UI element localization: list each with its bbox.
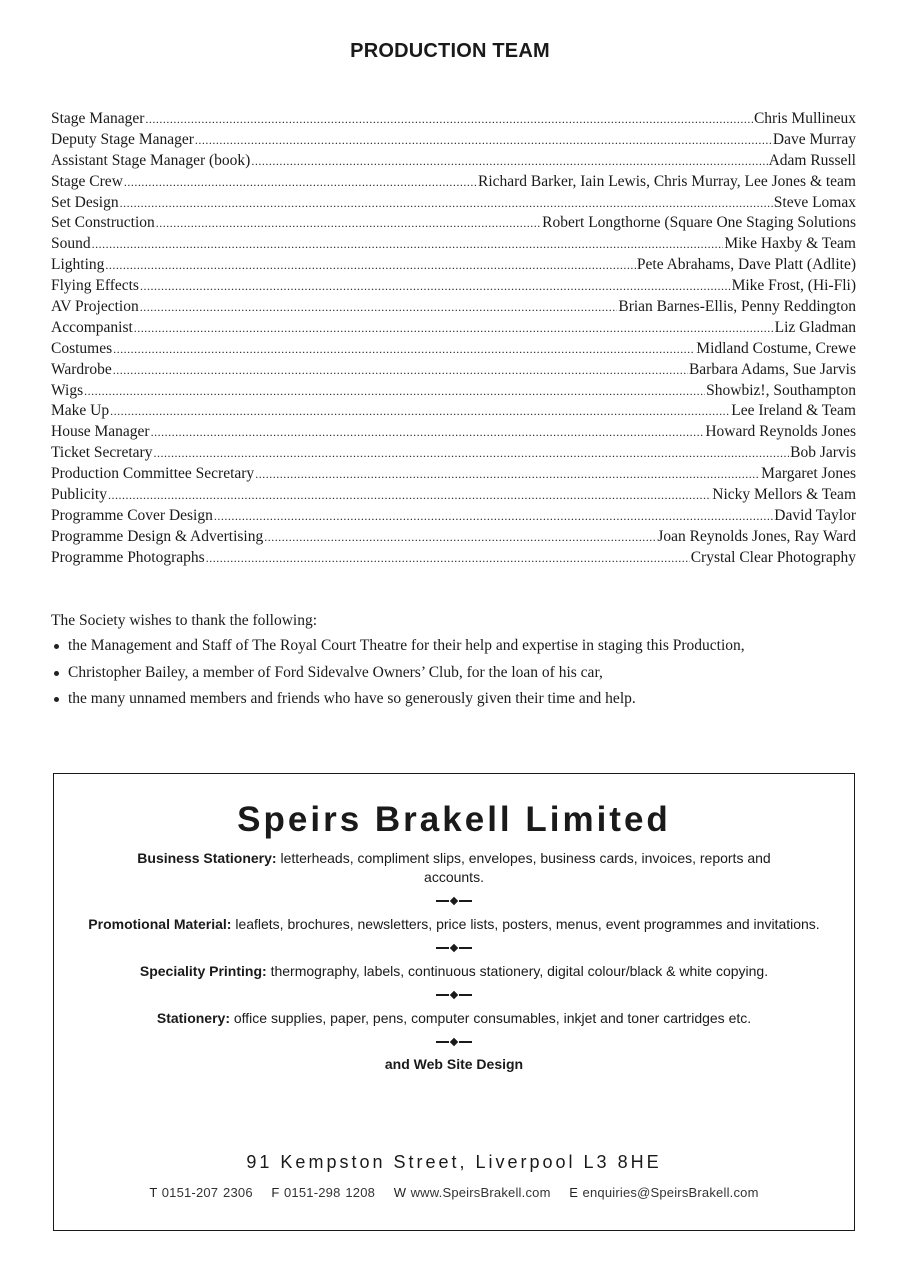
credit-name: Howard Reynolds Jones — [705, 423, 856, 441]
dot-leader — [134, 318, 774, 339]
credit-row — [51, 401, 856, 422]
service-promotional-material: Promotional Material: leaflets, brochures, newsletters, price lists, posters, menus, event programmes and invitations. — [88, 916, 820, 932]
credit-name: Crystal Clear Photography — [690, 548, 856, 566]
credit-name: Lee Ireland & Team — [731, 402, 856, 420]
thanks-item: the many unnamed members and friends who have so generously given their time and help. — [51, 686, 871, 713]
divider-ornament — [54, 1032, 854, 1052]
company-address: 91 Kempston Street, Liverpool L3 8HE — [246, 1152, 662, 1172]
credit-row — [51, 422, 856, 443]
credit-row — [51, 255, 856, 276]
contact-line — [54, 1185, 854, 1200]
credit-role: House Manager — [51, 423, 150, 441]
website-link[interactable]: www.SpeirsBrakell.com — [410, 1185, 551, 1200]
credit-role: Stage Crew — [51, 172, 123, 190]
web-label: W — [393, 1185, 406, 1200]
dot-leader — [264, 527, 656, 548]
credit-role: Set Construction — [51, 214, 155, 232]
bullet-icon — [54, 697, 59, 702]
credit-row — [51, 485, 856, 506]
fax-number: 0151-298 1208 — [283, 1185, 376, 1200]
credit-row — [51, 276, 856, 297]
divider-ornament — [54, 985, 854, 1005]
credit-name: Liz Gladman — [774, 318, 856, 336]
credit-row — [51, 318, 856, 339]
email-label: E — [569, 1185, 578, 1200]
credit-row — [51, 381, 856, 402]
divider-ornament — [54, 891, 854, 911]
dot-leader — [113, 339, 695, 360]
dot-leader — [145, 109, 753, 130]
credit-name: Pete Abrahams, Dave Platt (Adlite) — [636, 256, 856, 274]
page-title: PRODUCTION TEAM — [350, 40, 550, 62]
credit-name: Showbiz!, Southampton — [706, 381, 856, 399]
credit-name: Mike Frost, (Hi-Fli) — [731, 277, 856, 295]
credit-name: Nicky Mellors & Team — [712, 486, 856, 504]
phone-label: T — [149, 1185, 158, 1200]
credit-row — [51, 339, 856, 360]
credit-role: Flying Effects — [51, 277, 139, 295]
credit-role: Make Up — [51, 402, 110, 420]
service-stationery: Stationery: office supplies, paper, pens, computer consumables, inkjet and toner cartridges etc. — [156, 1010, 752, 1026]
credit-role: Ticket Secretary — [51, 444, 153, 462]
dot-leader — [153, 443, 789, 464]
credits-list — [51, 109, 856, 569]
dot-leader — [251, 151, 767, 172]
credit-name: David Taylor — [774, 506, 856, 524]
credit-name: Barbara Adams, Sue Jarvis — [688, 360, 856, 378]
credit-name: Brian Barnes-Ellis, Penny Reddington — [618, 298, 856, 316]
credit-role: Assistant Stage Manager (book) — [51, 151, 251, 169]
credit-row — [51, 172, 856, 193]
credit-name: Adam Russell — [768, 151, 856, 169]
credit-role: Programme Design & Advertising — [51, 527, 264, 545]
credit-role: AV Projection — [51, 298, 139, 316]
thanks-section — [51, 610, 871, 713]
dot-leader — [140, 297, 618, 318]
bullet-icon — [54, 644, 59, 649]
credit-row — [51, 297, 856, 318]
credit-role: Lighting — [51, 256, 105, 274]
fax-label: F — [271, 1185, 280, 1200]
thanks-item: the Management and Staff of The Royal Court Theatre for their help and expertise in staging this Production, — [51, 633, 871, 660]
credit-row — [51, 360, 856, 381]
credit-row — [51, 464, 856, 485]
credit-role: Sound — [51, 235, 91, 253]
thanks-item: Christopher Bailey, a member of Ford Sidevalve Owners’ Club, for the loan of his car, — [51, 660, 871, 687]
credit-name: Bob Jarvis — [790, 444, 856, 462]
credit-role: Accompanist — [51, 318, 133, 336]
credit-role: Wardrobe — [51, 360, 112, 378]
email-link[interactable]: enquiries@SpeirsBrakell.com — [582, 1185, 759, 1200]
diamond-icon — [450, 944, 458, 952]
credit-role: Stage Manager — [51, 110, 145, 127]
credit-name: Steve Lomax — [773, 193, 856, 211]
credit-row — [51, 130, 856, 151]
credit-row — [51, 443, 856, 464]
credit-row — [51, 506, 856, 527]
diamond-icon — [450, 991, 458, 999]
dot-leader — [156, 213, 541, 234]
advert-box — [53, 773, 855, 1231]
credit-row — [51, 213, 856, 234]
company-name: Speirs Brakell Limited — [237, 800, 671, 839]
credit-name: Dave Murray — [772, 130, 856, 148]
credit-row — [51, 548, 856, 569]
credit-name: Joan Reynolds Jones, Ray Ward — [657, 527, 856, 545]
dot-leader — [84, 381, 705, 402]
credit-row — [51, 234, 856, 255]
credit-name: Richard Barker, Iain Lewis, Chris Murray, Lee Jones & team — [477, 172, 856, 190]
credit-row — [51, 527, 856, 548]
credit-role: Wigs — [51, 381, 84, 399]
web-design-line: and Web Site Design — [384, 1056, 524, 1072]
service-business-stationery: Business Stationery: letterheads, compliment slips, envelopes, business cards, invoices, reports and accounts. — [137, 850, 771, 885]
dot-leader — [255, 464, 760, 485]
credit-name: Midland Costume, Crewe — [696, 339, 856, 357]
divider-ornament — [54, 938, 854, 958]
diamond-icon — [450, 897, 458, 905]
credit-name: Margaret Jones — [761, 465, 856, 483]
credit-role: Publicity — [51, 486, 107, 504]
credit-row — [51, 109, 856, 130]
service-speciality-printing: Speciality Printing: thermography, labels, continuous stationery, digital colour/black & white copying. — [139, 963, 769, 979]
credit-row — [51, 151, 856, 172]
dot-leader — [113, 360, 688, 381]
credit-role: Deputy Stage Manager — [51, 130, 194, 148]
credit-role: Programme Cover Design — [51, 506, 213, 524]
credit-role: Costumes — [51, 339, 113, 357]
dot-leader — [92, 234, 724, 255]
credit-role: Programme Photographs — [51, 548, 205, 566]
dot-leader — [120, 193, 773, 214]
credit-name: Mike Haxby & Team — [724, 235, 856, 253]
dot-leader — [206, 548, 690, 569]
dot-leader — [195, 130, 772, 151]
bullet-icon — [54, 671, 59, 676]
dot-leader — [140, 276, 731, 297]
phone-number: 0151-207 2306 — [161, 1185, 253, 1200]
credit-role: Production Committee Secretary — [51, 465, 255, 483]
dot-leader — [105, 255, 636, 276]
dot-leader — [124, 172, 477, 193]
dot-leader — [110, 401, 730, 422]
dot-leader — [151, 422, 705, 443]
dot-leader — [214, 506, 773, 527]
credit-name: Chris Mullineux — [753, 110, 856, 127]
thanks-list — [51, 633, 871, 713]
credit-row — [51, 193, 856, 214]
dot-leader — [108, 485, 711, 506]
diamond-icon — [450, 1038, 458, 1046]
thanks-intro: The Society wishes to thank the following: — [51, 612, 318, 629]
credit-role: Set Design — [51, 193, 119, 211]
credit-name: Robert Longthorne (Square One Staging Solutions — [542, 214, 856, 232]
